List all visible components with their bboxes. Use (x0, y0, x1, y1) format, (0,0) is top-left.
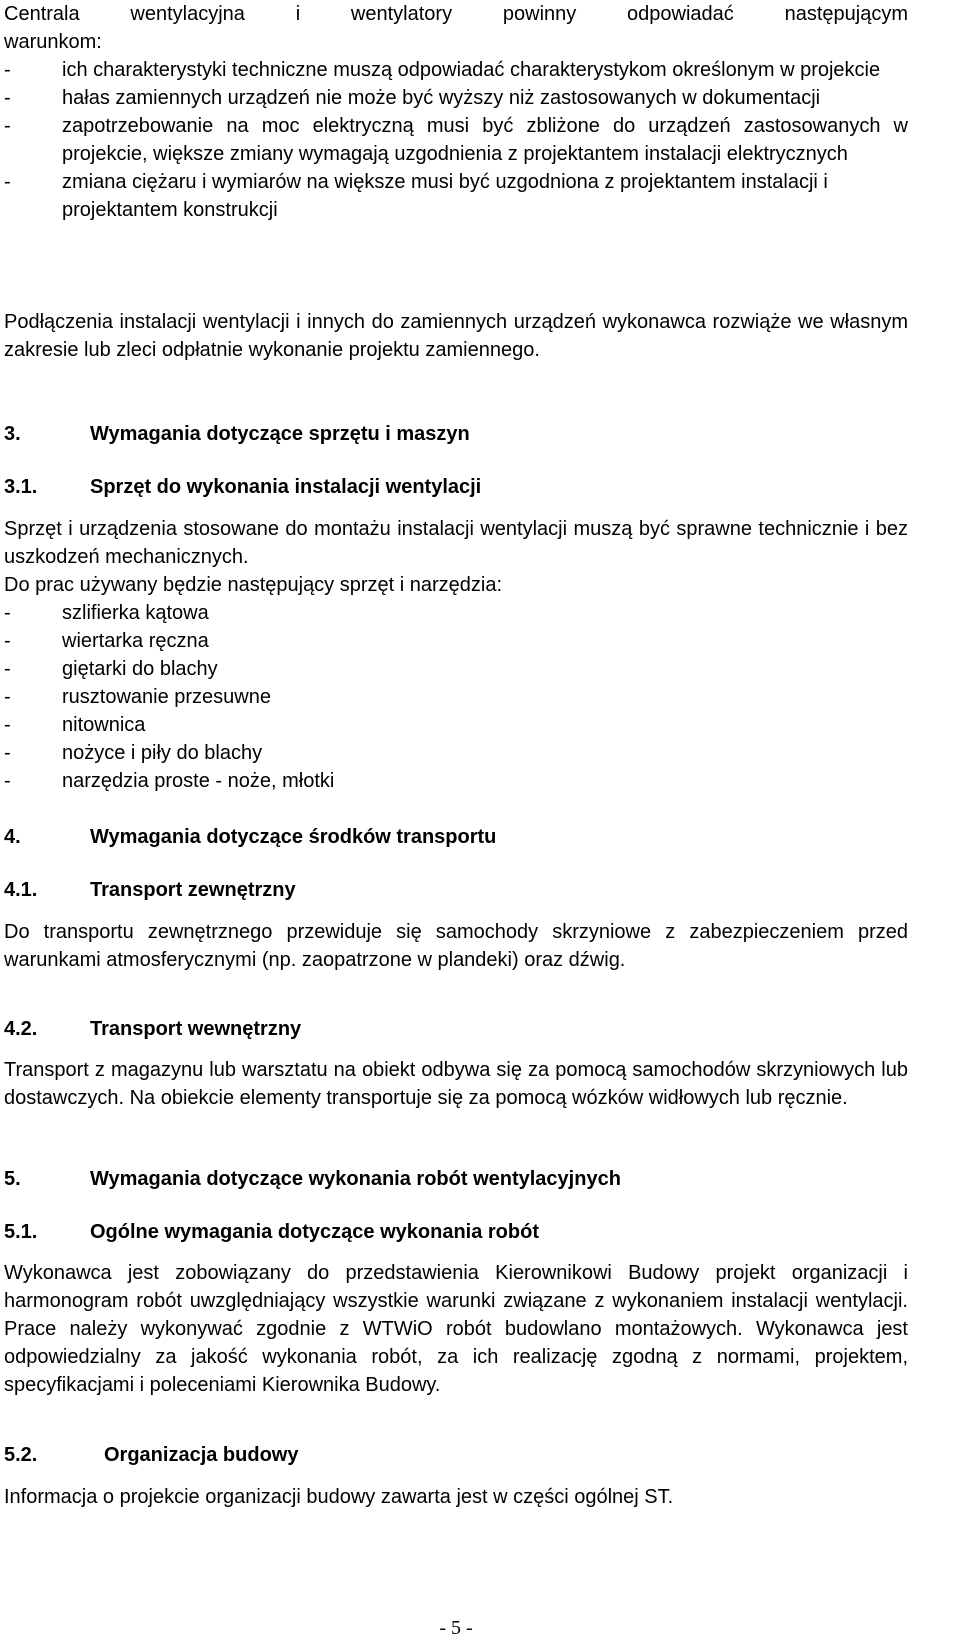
intro-line-2: warunkom: (4, 31, 102, 53)
conditions-list (4, 56, 908, 224)
list-item: - zapotrzebowanie na moc elektryczną musi być zbliżone do urządzeń zastosowanych w projekcie, większe zmiany wymagają uzgodnienia z projektantem instalacji elektrycznych (4, 115, 908, 165)
list-item: - szlifierka kątowa (4, 602, 209, 624)
list-item: - giętarki do blachy (4, 658, 218, 680)
tools-intro: Do prac używany będzie następujący sprzęt i narzędzia: (4, 574, 503, 596)
section-heading-5-2: 5.2. Organizacja budowy (4, 1444, 299, 1466)
general-requirements-paragraph: Wykonawca jest zobowiązany do przedstawienia Kierownikowi Budowy projekt organizacji i harmonogram robót uwzględniający wszystkie warunki związane z wykonaniem instalacji wentylacji. Prace należy wykonywać zgodnie z WTWiO robót budowlano montażowych. Wykonawca jest odpowiedzialny za jakość wykonania robót, za ich realizację zgodną z normami, projektem, specyfikacjami i poleceniami Kierownika Budowy. (4, 1262, 908, 1396)
section-heading-4-1: 4.1. Transport zewnętrzny (4, 879, 296, 901)
equipment-paragraph: Sprzęt i urządzenia stosowane do montażu instalacji wentylacji muszą być sprawne technicznie i bez uszkodzeń mechanicznych. (4, 518, 908, 568)
intro-line-1: Centrala wentylacyjna i wentylatory powinny odpowiadać następującym (4, 3, 908, 25)
site-organization-paragraph: Informacja o projekcie organizacji budowy zawarta jest w części ogólnej ST. (4, 1486, 674, 1508)
section-heading-3: 3. Wymagania dotyczące sprzętu i maszyn (4, 423, 470, 445)
list-item: - nożyce i piły do blachy (4, 742, 263, 764)
tools-list (4, 599, 908, 795)
list-item: - ich charakterystyki techniczne muszą odpowiadać charakterystykom określonym w projekcie (4, 59, 881, 81)
list-item: - narzędzia proste - noże, młotki (4, 770, 335, 792)
connections-paragraph: Podłączenia instalacji wentylacji i innych do zamiennych urządzeń wykonawca rozwiąże we własnym zakresie lub zleci odpłatnie wykonanie projektu zamiennego. (4, 311, 908, 361)
list-item: - hałas zamiennych urządzeń nie może być wyższy niż zastosowanych w dokumentacji (4, 87, 821, 109)
section-heading-5: 5. Wymagania dotyczące wykonania robót wentylacyjnych (4, 1168, 621, 1190)
list-item: - zmiana ciężaru i wymiarów na większe musi być uzgodniona z projektantem instalacji i projektantem konstrukcji (4, 171, 828, 221)
list-item: - wiertarka ręczna (4, 630, 209, 652)
section-heading-4-2: 4.2. Transport wewnętrzny (4, 1018, 302, 1040)
internal-transport-paragraph: Transport z magazynu lub warsztatu na obiekt odbywa się za pomocą samochodów skrzyniowych lub dostawczych. Na obiekcie elementy transportuje się za pomocą wózków widłowych lub ręcznie. (4, 1059, 908, 1109)
section-heading-3-1: 3.1. Sprzęt do wykonania instalacji wentylacji (4, 476, 482, 498)
section-heading-4: 4. Wymagania dotyczące środków transportu (4, 826, 497, 848)
external-transport-paragraph: Do transportu zewnętrznego przewiduje się samochody skrzyniowe z zabezpieczeniem przed warunkami atmosferycznymi (np. zaopatrzone w plandeki) oraz dźwig. (4, 921, 908, 971)
intro-paragraph (4, 0, 908, 56)
page-number: - 5 - (439, 1617, 473, 1639)
section-heading-5-1: 5.1. Ogólne wymagania dotyczące wykonania robót (4, 1221, 539, 1243)
list-item: - rusztowanie przesuwne (4, 686, 271, 708)
list-item: - nitownica (4, 714, 146, 736)
